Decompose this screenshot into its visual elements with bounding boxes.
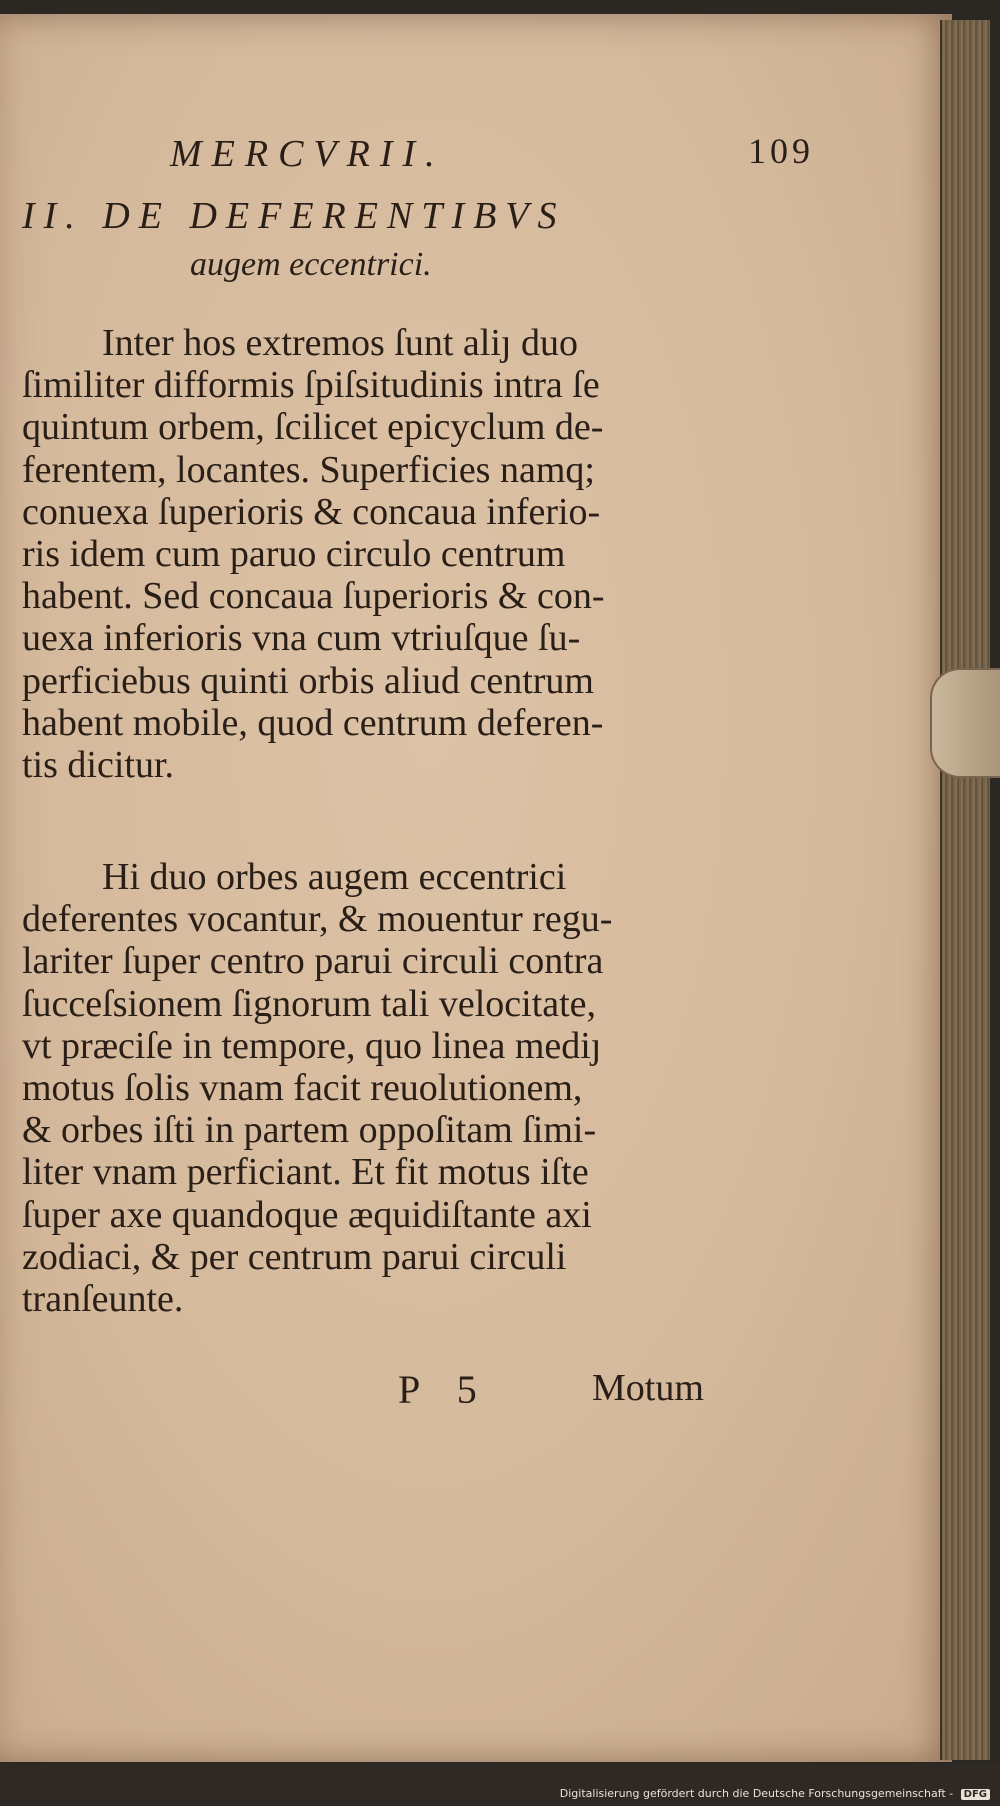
text-line: vt præciſe in tempore, quo linea mediȷ <box>22 1024 602 1067</box>
text-line: & orbes iſti in partem oppoſitam ſimi- <box>22 1109 597 1152</box>
book-clasp <box>930 668 1000 778</box>
text-line: Hi duo orbes augem eccentrici <box>102 856 567 898</box>
text-line: ris idem cum paruo circulo centrum <box>22 533 566 576</box>
page-number: 109 <box>748 131 814 171</box>
text-line: tis dicitur. <box>22 744 174 787</box>
text-line: ſuper axe quandoque æquidiſtante axi <box>22 1193 592 1236</box>
running-head: MERCVRII. <box>170 133 445 175</box>
text-line: Inter hos extremos ſunt aliȷ duo <box>102 322 578 364</box>
text-line: conuexa ſuperioris & concaua inferio- <box>22 490 601 533</box>
text-line: habent mobile, quod centrum deferen- <box>22 701 604 744</box>
text-line: ferentem, locantes. Superficies namq; <box>22 448 595 491</box>
text-line: deferentes vocantur, & mouentur regu- <box>22 898 613 941</box>
text-line: habent. Sed concaua ſuperioris & con- <box>22 575 605 618</box>
book-page <box>0 14 952 1762</box>
text-line: motus ſolis vnam facit reuolutionem, <box>22 1067 583 1110</box>
text-line: ſucceſsionem ſignorum tali velocitate, <box>22 982 597 1025</box>
paragraph-1 <box>22 322 742 786</box>
section-heading: II. DE DEFERENTIBVS <box>22 195 566 237</box>
dfg-logo-icon: DFG <box>961 1789 990 1800</box>
text-line: perficiebus quinti orbis aliud centrum <box>22 659 594 702</box>
text-line: liter vnam perficiant. Et fit motus iſte <box>22 1151 589 1194</box>
funding-note <box>560 1787 990 1800</box>
text-line: zodiaci, & per centrum parui circuli <box>22 1235 567 1278</box>
text-line: quintum orbem, ſcilicet epicyclum de- <box>22 406 604 449</box>
funding-note-text: Digitalisierung gefördert durch die Deutsche Forschungsgemeinschaft - <box>559 1787 954 1800</box>
text-line: ſimiliter difformis ſpiſsitudinis intra ſe <box>22 364 600 407</box>
paragraph-2 <box>22 856 742 1320</box>
section-subheading: augem eccentrici. <box>190 246 432 283</box>
text-line: uexa inferioris vna cum vtriuſque ſu- <box>22 617 581 660</box>
signature-mark: P 5 <box>398 1367 491 1412</box>
text-line: tranſeunte. <box>22 1278 184 1321</box>
catchword: Motum <box>592 1367 704 1409</box>
text-line: lariter ſuper centro parui circuli contra <box>22 940 604 983</box>
book-fore-edge <box>940 20 990 1760</box>
